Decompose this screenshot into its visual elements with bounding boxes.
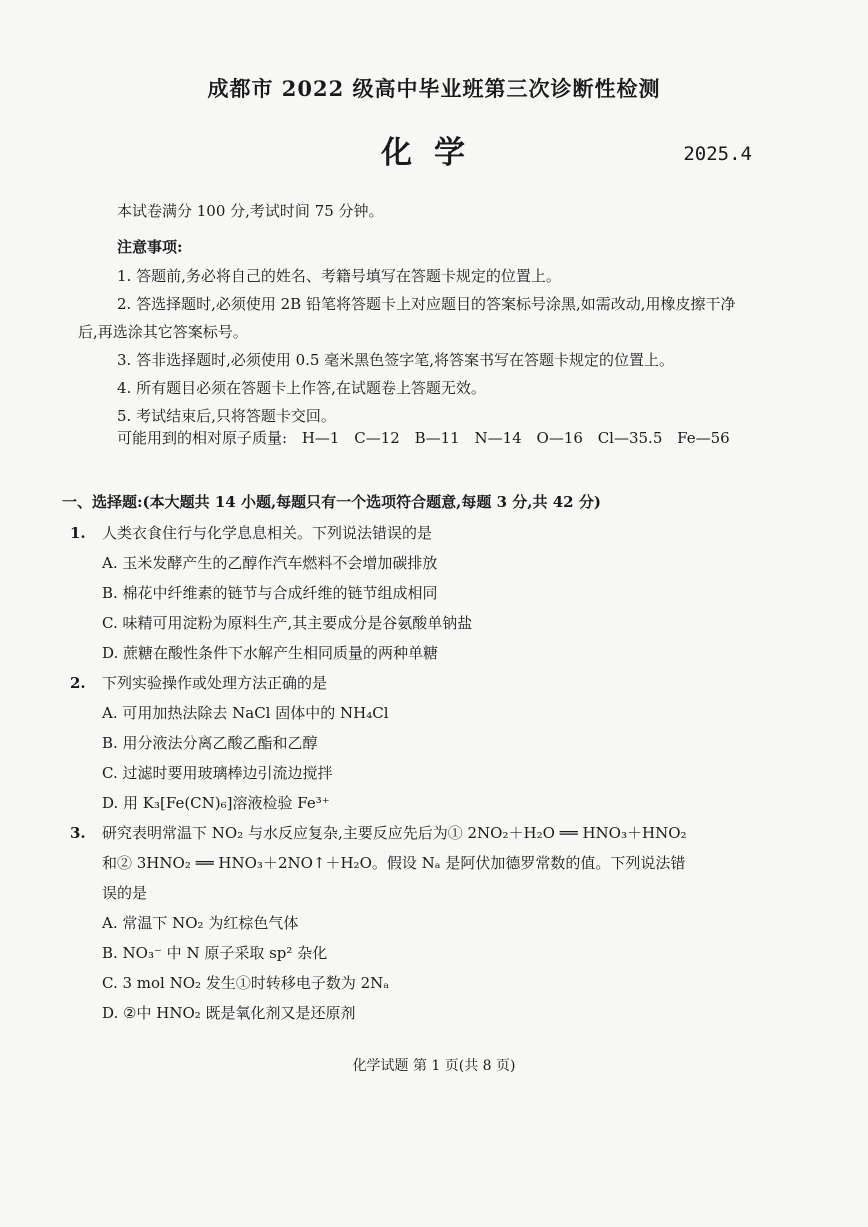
question-text: 下列实验操作或处理方法正确的是 <box>102 674 328 692</box>
option-a: A. 可用加热法除去 NaCl 固体中的 NH₄Cl <box>102 704 389 722</box>
notice-item: 1. 答题前,务必将自己的姓名、考籍号填写在答题卡规定的位置上。 <box>117 267 561 285</box>
option-c: C. 3 mol NO₂ 发生①时转移电子数为 2Nₐ <box>102 974 390 992</box>
question-2 <box>62 668 752 818</box>
atomic-mass-item: C—12 <box>354 429 400 447</box>
question-list <box>62 518 752 1028</box>
question-3 <box>62 818 752 1028</box>
atomic-masses-label: 可能用到的相对原子质量: <box>117 429 288 447</box>
atomic-mass-item: O—16 <box>536 429 583 447</box>
notice-item: 3. 答非选择题时,必须使用 0.5 毫米黑色签字笔,将答案书写在答题卡规定的位置上。 <box>117 351 675 369</box>
question-text: 人类衣食住行与化学息息相关。下列说法错误的是 <box>102 524 433 542</box>
question-text-line: 和② 3HNO₂ ══ HNO₃＋2NO↑＋H₂O。假设 Nₐ 是阿伏加德罗常数的值。下列说法错 <box>102 854 686 872</box>
atomic-mass-item: B—11 <box>414 429 460 447</box>
section-heading: 一、选择题:(本大题共 14 小题,每题只有一个选项符合题意,每题 3 分,共 42 分) <box>62 493 601 511</box>
option-d: D. ②中 HNO₂ 既是氧化剂又是还原剂 <box>102 1004 356 1022</box>
option-b: B. NO₃⁻ 中 N 原子采取 sp² 杂化 <box>102 944 328 962</box>
question-1 <box>62 518 752 668</box>
exam-date: 2025.4 <box>683 143 752 165</box>
option-b: B. 棉花中纤维素的链节与合成纤维的链节组成相同 <box>102 584 438 602</box>
question-text-line: 研究表明常温下 NO₂ 与水反应复杂,主要反应先后为① 2NO₂＋H₂O ══ HNO₃＋HNO₂ <box>102 824 687 842</box>
page-footer: 化学试题 第 1 页(共 8 页) <box>352 1058 516 1074</box>
atomic-masses <box>117 427 740 448</box>
option-d: D. 用 K₃[Fe(CN)₆]溶液检验 Fe³⁺ <box>102 794 330 812</box>
notice-item: 5. 考试结束后,只将答题卡交回。 <box>117 407 336 425</box>
option-c: C. 过滤时要用玻璃棒边引流边搅拌 <box>102 764 333 782</box>
notice-list <box>78 262 748 430</box>
option-d: D. 蔗糖在酸性条件下水解产生相同质量的两种单糖 <box>102 644 439 662</box>
option-b: B. 用分液法分离乙酸乙酯和乙醇 <box>102 734 318 752</box>
intro-text: 本试卷满分 100 分,考试时间 75 分钟。 <box>117 202 384 220</box>
atomic-mass-item: Cl—35.5 <box>597 429 663 447</box>
notice-item: 2. 答选择题时,必须使用 2B 铅笔将答题卡上对应题目的答案标号涂黑,如需改动,用橡皮擦干净后,再选涂其它答案标号。 <box>78 295 736 341</box>
option-c: C. 味精可用淀粉为原料生产,其主要成分是谷氨酸单钠盐 <box>102 614 473 632</box>
notice-heading: 注意事项: <box>117 238 183 256</box>
option-a: A. 玉米发酵产生的乙醇作汽车燃料不会增加碳排放 <box>102 554 438 572</box>
question-number: 3. <box>70 824 86 842</box>
exam-title: 成都市 2022 级高中毕业班第三次诊断性检测 <box>207 76 661 101</box>
notice-item: 4. 所有题目必须在答题卡上作答,在试题卷上答题无效。 <box>117 379 486 397</box>
question-number: 1. <box>70 524 86 542</box>
question-stem <box>62 818 752 848</box>
subject-title: 化学 <box>381 135 487 171</box>
atomic-mass-item: H—1 <box>301 429 340 447</box>
atomic-mass-item: Fe—56 <box>677 429 730 447</box>
question-text-line: 误的是 <box>102 884 148 902</box>
question-stem <box>62 518 752 548</box>
option-a: A. 常温下 NO₂ 为红棕色气体 <box>102 914 299 932</box>
atomic-mass-item: N—14 <box>474 429 522 447</box>
question-number: 2. <box>70 674 86 692</box>
question-stem <box>62 668 752 698</box>
